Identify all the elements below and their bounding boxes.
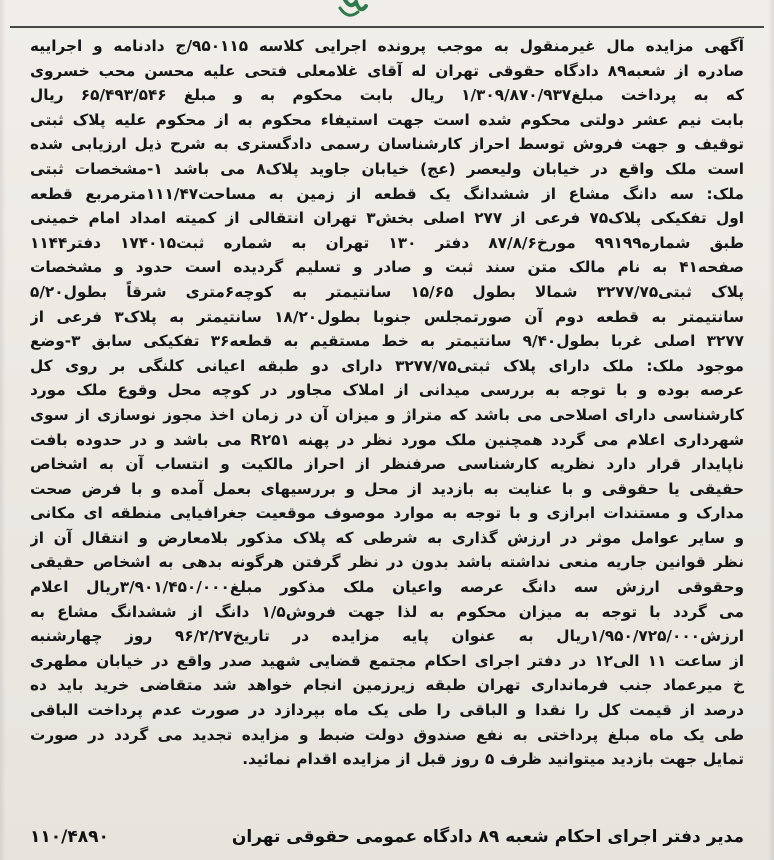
notice-line: کارشناسی دارای اصلاحی می باشد که متراژ و میزان آن در زمان اخذ مجوز نوسازی از سوی <box>30 405 744 424</box>
notice-line: از ساعت ۱۱ الی۱۲ در دفتر اجرای احکام مجتمع قضایی شهید صدر واقع در خیابان مطهری <box>30 651 744 670</box>
notice-line: وحقوقی ارزش سه دانگ عرصه واعیان ملک مذکور مبلغ۳/۹۰۱/۴۵۰/۰۰۰ریال اعلام <box>30 578 744 597</box>
notice-line: نظر قوانین جاریه منعی نداشته باشد بدون در نظر گرفتن هرگونه بدهی به اشخاص حقیقی <box>30 553 744 572</box>
notice-line: ارزش۱/۹۵۰/۷۲۵/۰۰۰ریال به عنوان پایه مزایده در تاریخ۹۶/۲/۲۷ روز چهارشنبه <box>30 627 744 646</box>
notice-line: سانتیمتر به قطعه دوم آن صورتمجلس جنوبا بطول۱۸/۲۰ سانتیمتر به پلاک۳ فرعی از <box>30 307 744 326</box>
notice-line: آگهی مزایده مال غیرمنقول به موجب پرونده اجرایی کلاسه ۹۵۰۱۱۵/ج دادنامه و اجراییه <box>30 37 744 55</box>
notice-line: مدارک و مستندات ابرازی و با توجه به موارد موصوف موقعیت جغرافیایی منطقه ای مکانی <box>30 504 744 523</box>
notice-line: که به پرداخت مبلغ۱/۳۰۹/۸۷۰/۹۳۷ ریال بابت محکوم به و مبلغ ۶۵/۴۹۳/۵۴۶ ریال <box>30 86 744 105</box>
footer-code: ۱۱۰/۴۸۹۰ <box>30 827 109 847</box>
notice-line: توقیف و جهت فروش توسط احراز کارشناسان رسمی دادگستری به شرح ذیل ارزیابی شده <box>30 135 744 154</box>
notice-line: صفحه۴۱ به نام مالک متن سند ثبت و صادر و تسلیم گردیده است حدود و مشخصات <box>30 258 744 277</box>
notice-line: بابت نیم عشر دولتی محکوم شده است جهت استیفاء محکوم به از محکوم علیه پلاک ثبتی <box>30 110 744 129</box>
paper-right-edge <box>768 0 774 860</box>
auction-notice-body <box>30 34 744 772</box>
notice-line: است ملک واقع در خیابان ولیعصر (عج) خیابان جاوید پلاک۸ می باشد ۱-مشخصات ثبتی <box>30 159 744 178</box>
notice-line: شهرداری اعلام می گردد همچنین ملک مورد نظر در پهنه R۲۵۱ می باشد و در حدوده بافت <box>30 430 744 449</box>
notice-line: ۳۲۷۷ اصلی غربا بطول۹/۴۰ سانتیمتر به خط مستقیم به قطعه۳۶ تفکیکی سابق ۳-وضع <box>30 332 744 351</box>
notice-line: موجود ملک: ملک دارای پلاک ثبتی۳۲۷۷/۷۵ دارای دو طبقه اعیانی کلنگی بر روی کل <box>30 356 744 375</box>
paper-left-edge <box>0 0 6 860</box>
notice-line: ملک: سه دانگ مشاع از ششدانگ یک قطعه از زمین به مساحت۱۱۱/۴۷مترمربع قطعه <box>30 184 744 203</box>
notice-line: حقیقی یا حقوقی و با عنایت به بازدید از محل و بررسیهای بعمل آمده و با فرض صحت <box>30 479 744 498</box>
notice-footer <box>30 822 744 852</box>
notice-line: صادره از شعبه۸۹ دادگاه حقوقی تهران له آقای غلامعلی فتحی علیه محسن محب خسروی <box>30 61 744 80</box>
notice-line: ناپایدار قرار دارد نظریه کارشناسی صرفنظر از احراز مالکیت و انتساب آن به اشخاص <box>30 455 744 474</box>
notice-line: خ میرعماد جنب فرمانداری تهران طبقه زیرزمین انجام خواهد شد متقاضی خرید باید ده <box>30 676 744 695</box>
notice-line: تمایل جهت بازدید میتوانید ظرف ۵ روز قبل از مزایده اقدام نمائید. <box>242 750 744 769</box>
notice-line: عرصه بوده و با توجه به بررسی میدانی از املاک مجاور در کوچه محل وقوع ملک مورد <box>30 381 744 400</box>
notice-line: درصد از قیمت کل را نقدا و الباقی را طی یک ماه بپردازد در صورت عدم پرداخت الباقی <box>30 701 744 720</box>
footer-signature: مدیر دفتر اجرای احکام شعبه ۸۹ دادگاه عمومی حقوقی تهران <box>231 827 744 847</box>
notice-line: اول تفکیکی پلاک۷۵ فرعی از ۲۷۷ اصلی بخش۳ تهران انتقالی از کمیته امداد امام خمینی <box>30 209 744 228</box>
notice-line: طی یک ماه مبلغ پرداختی به نفع صندوق دولت ضبط و مزایده تجدید می گردد در صورت <box>30 725 744 744</box>
notice-line: طبق شماره۹۹۱۹۹ مورخ۸۷/۸/۶ دفتر ۱۳۰ تهران به شماره ثبت۱۷۴۰۱۵ دفتر۱۱۴۴ <box>30 233 744 252</box>
notice-line: می گردد با توجه به میزان محکوم به لذا جهت فروش۱/۵ دانگ از ششدانگ مشاع به <box>30 602 744 621</box>
green-stamp-icon <box>300 0 400 26</box>
top-border-rule <box>10 26 764 28</box>
notice-line: و سایر عوامل موثر در ارزش گذاری به شرطی که پلاک مذکور بلامعارض و انتقال آن از <box>30 528 744 547</box>
notice-line: پلاک ثبتی۳۲۷۷/۷۵ شمالا بطول ۱۵/۶۵ سانتیمتر به کوچه۶متری شرقاً بطول۵/۲۰ <box>30 282 744 301</box>
